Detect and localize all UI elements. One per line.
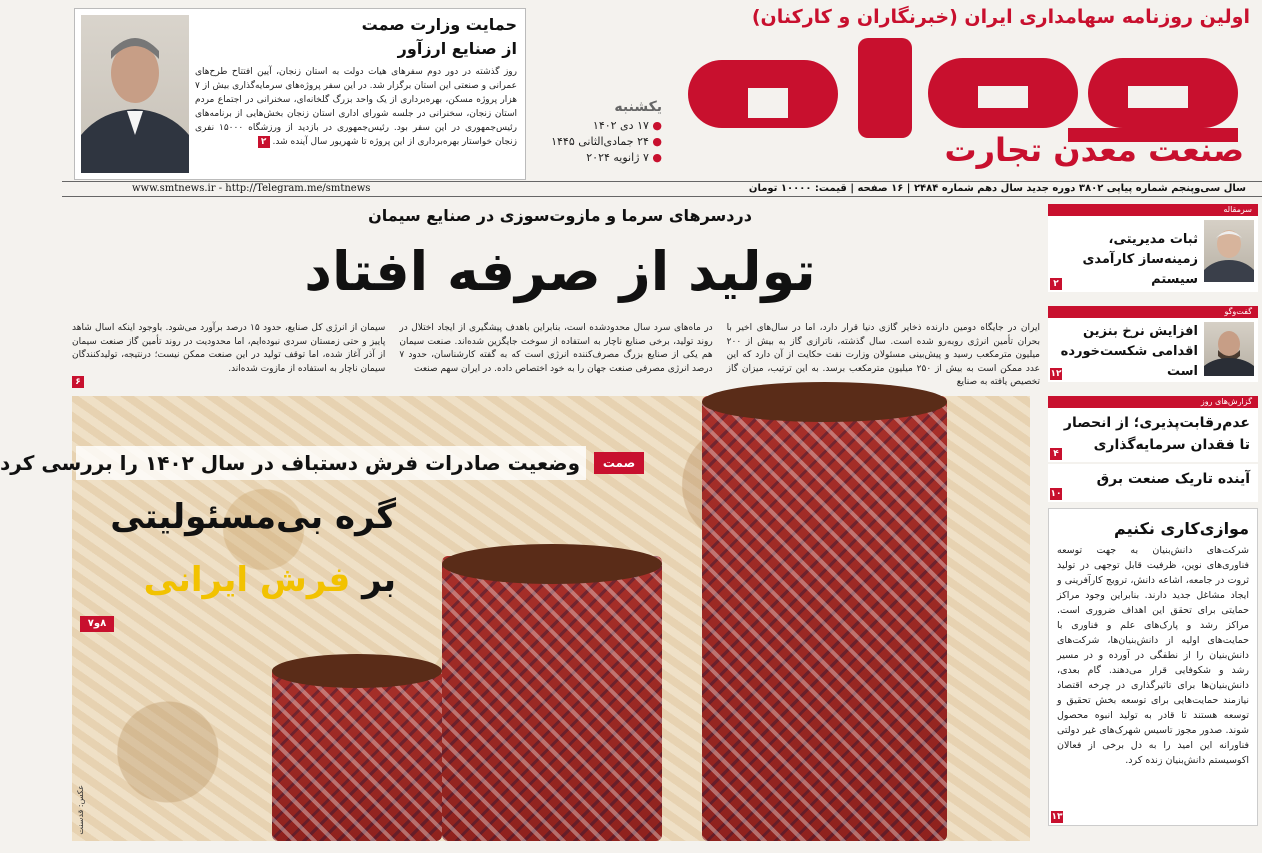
promo-story[interactable]: [74, 8, 526, 180]
feature-title-line1: گره بی‌مسئولیتی: [110, 497, 396, 537]
bullet-icon: ●: [648, 135, 662, 148]
lead-body: [72, 322, 1040, 392]
page-number-badge: ۲: [258, 136, 270, 148]
lead-headline[interactable]: تولید از صرفه افتاد: [304, 240, 816, 303]
issue-info-bar: [62, 181, 1262, 197]
date-weekday: یکشنبه: [614, 99, 662, 115]
column-title: موازی‌کاری نکنیم: [1114, 519, 1249, 538]
feature-title-line2: [76, 554, 396, 606]
masthead-tagline: اولین روزنامه سهامداری ایران (خبرنگاران و کارکنان): [751, 6, 1250, 28]
bullet-icon: ●: [648, 119, 662, 132]
page-number-badge: ۱۲: [1050, 369, 1062, 379]
date-lunar: ۲۴ جمادی‌الثانی ۱۴۴۵: [551, 135, 649, 148]
page-number-badge: ۱۳: [1051, 812, 1063, 822]
feature-story[interactable]: [0, 396, 1030, 841]
column-article[interactable]: [1048, 508, 1258, 826]
feature-title-prefix: بر: [362, 560, 396, 600]
column-body: شرکت‌های دانش‌بنیان به جهت توسعه فناوری‌های نوین، ظرفیت قابل توجهی در تولید ثروت در جامعه، اشاعه دانش، ترویج کارآفرینی و ایجاد مشاغل جدید دارند. بنابراین وجود مراکز حمایتی برای تحقق این اهداف ضروری است. مراکز رشد و پارک‌های علم و فناوری با حمایت‌های اولیه از دانش‌بنیان‌ها، شرکت‌های دانش‌بنیان را از نطفگی در آورده و در مسیر رشد و شکوفایی قرار می‌دهند. گام بعدی، دانش‌بنیان‌ها برای تاثیرگذاری در چرخه اقتصاد نیازمند حمایت‌هایی برای توسعه بخش تحقیق و توسعه هستند تا قادر به تولید انبوه محصول شوند. صدور مجوز تاسیس شهرک‌های غیر دولتی فناورانه این امید را به دل برخی از فعالان اکوسیستم دانش‌بنیان زنده کرد.: [1057, 545, 1249, 766]
bullet-icon: ●: [648, 151, 662, 164]
main-content: [0, 204, 1040, 849]
report-title-2: آینده تاریک صنعت برق: [1096, 471, 1250, 487]
date-solar: ۱۷ دی ۱۴۰۲: [592, 119, 649, 132]
section-label-reports: گزارش‌های روز: [1048, 396, 1258, 408]
page-number-badge: ۶: [72, 376, 84, 388]
feature-kicker: وضعیت صادرات فرش دستباف در سال ۱۴۰۲ را بررسی کرد: [76, 446, 586, 480]
editorial-title: ثبات مدیریتی، زمینه‌ساز کارآمدی سیستم: [1082, 232, 1198, 287]
rug-cylinder-small: [272, 666, 442, 841]
rug-cylinder-medium: [442, 556, 662, 841]
issue-date: [552, 96, 662, 170]
page-number-badge: ۲: [1050, 278, 1062, 290]
masthead: [62, 0, 1262, 182]
promo-title-line1: حمایت وزارت صمت: [361, 15, 517, 34]
report-title-1: عدم‌رقابت‌پذیری؛ از انحصار تا فقدان سرمایه‌گذاری: [1063, 415, 1250, 453]
interviewee-photo: [1204, 322, 1254, 376]
lead-kicker: دردسرهای سرما و مازوت‌سوزی در صنایع سیمان: [368, 206, 752, 225]
editorial-teaser[interactable]: [1048, 216, 1258, 292]
page-number-badge: ۴: [1050, 448, 1062, 460]
author-photo: [1204, 220, 1254, 282]
promo-body: روز گذشته در دور دوم سفرهای هیات دولت به استان زنجان، آیین افتتاح طرح‌های عمرانی و صنعتی این استان برگزار شد. در این سفر پروژه‌های سرمایه‌گذاری بیش از ۷ هزار پروژه مسکن، بهره‌برداری از یک واحد بزرگ گلخانه‌ای، سخنرانی در اجتماع مردم استان زنجان، سخنرانی در جلسه شورای اداری استان زنجان بخش‌هایی از برنامه‌های رئیس‌جمهوری در این سفر بود. رئیس‌جمهوری در بازدید از ورزشگاه ۱۵۰۰۰ نفری زنجان خواستار بهره‌برداری از این پروژه تا شهریور سال آینده شد.: [195, 67, 517, 147]
portrait-icon: [1204, 220, 1254, 282]
page-number-badge: ۱۰: [1050, 489, 1062, 499]
photo-credit: عکس: قدسنت: [76, 785, 85, 835]
lead-column-3: سیمان از انرژی کل صنایع، حدود ۱۵ درصد برآورد می‌شود. باوجود اینکه اسال شاهد پاییز و حتی زمستان سردی نبوده‌ایم، اما محدودیت در روند تأمین گاز صنعت سیمان از آذر آغاز شده، اما توقف تولید در این صنعت ممکن نیست؛ درنتیجه، تولیدکنندگان سیمان ناچار به استفاده از مازوت شده‌اند.: [72, 323, 386, 374]
logo-subtitle: صنعت معدن تجارت: [944, 131, 1244, 169]
date-gregorian: ۷ ژانویه ۲۰۲۴: [586, 151, 649, 164]
issue-details: سال سی‌وپنجم شماره پیاپی ۳۸۰۲ دوره جدید سال دهم شماره ۲۴۸۴ | ۱۶ صفحه | قیمت: ۱۰۰۰۰ تومان: [748, 183, 1246, 194]
feature-title-highlight: فرش ایرانی: [143, 560, 351, 600]
right-sidebar: [1048, 204, 1258, 849]
section-label-editorial: سرمقاله: [1048, 204, 1258, 216]
section-label-interview: گفت‌وگو: [1048, 306, 1258, 318]
portrait-icon: [1204, 322, 1254, 376]
promo-title-line2: از صنایع ارزآور: [397, 39, 517, 58]
feature-logo-badge: صمت: [594, 452, 644, 474]
feature-page-badge: ۸و۷: [80, 616, 114, 632]
interview-title: افزایش نرخ بنزین اقدامی شکست‌خورده است: [1060, 324, 1198, 379]
report-teaser-2[interactable]: [1048, 464, 1258, 502]
lead-column-1: ایران در جایگاه دومین دارنده ذخایر گازی دنیا قرار دارد، اما در سال‌های اخیر با بحران تأمین انرژی روبه‌رو شده است. سال گذشته، ناترازی گاز به بیش از ۲۰۰ میلیون مترمکعب رسید و پیش‌بینی مسئولان وزارت نفت حکایت از آن دارد که این عدد ممکن است به بیش از ۲۵۰ میلیون مترمکعب برسد. به این ترتیب، میزان گاز تخصیص یافته به صنایع: [726, 323, 1040, 387]
minister-photo: [81, 15, 189, 173]
report-teaser-1[interactable]: [1048, 408, 1258, 462]
interview-teaser[interactable]: [1048, 318, 1258, 382]
portrait-icon: [81, 15, 189, 173]
website-links[interactable]: www.smtnews.ir - http://Telegram.me/smtnews: [132, 183, 371, 194]
lead-column-2: در ماه‌های سرد سال محدودشده است، بنابراین باهدف پیشگیری از ایجاد اختلال در روند تولید، برخی صنایع ناچار به استفاده از سوخت جایگزین شده‌اند. صنعت سیمان هم یکی از صنایع بزرگ مصرف‌کننده انرژی است که به گفته کارشناسان، حدود ۷ درصد انرژی مصرفی صنعت جهان را به خود اختصاص داده. در ایران سهم صنعت: [399, 323, 713, 374]
